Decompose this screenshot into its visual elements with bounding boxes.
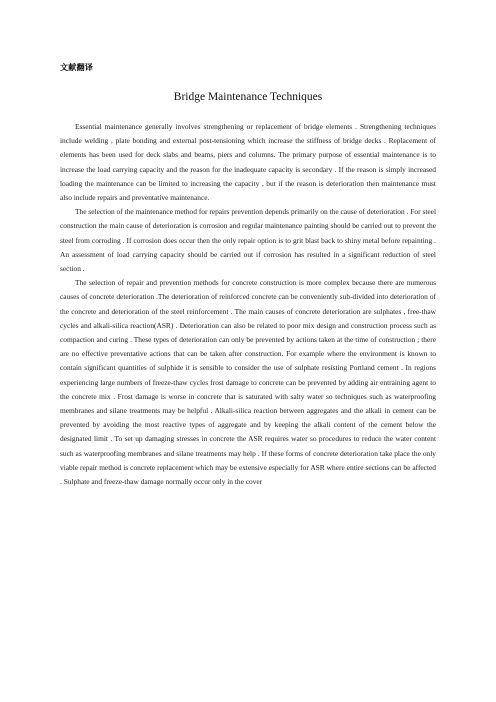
paragraph: The selection of repair and prevention methods for concrete construction is more complex because there are numerous causes of concrete deterioration .The deterioration of reinforced concrete can be conveniently sub-divided into deterioration of the concrete and deterioration of the steel reinforcement . The main causes of concrete deterioration are sulphates , free-thaw cycles and alkali-silica reaction(ASR) . Deterioration can also be related to poor mix design and construction process such as compaction and curing . These types of deterioration can only be prevented by actions taken at the time of construction ; there are no effective preventative actions that can be taken after construction. For example where the environment is known to contain significant quantities of sulphide it is sensible to consider the use of sulphate resisting Portland cement . In regions experiencing large numbers of freeze-thaw cycles frost damage to concrete can be prevented by adding air entraining agent to the concrete mix . Frost damage is worse in concrete that is saturated with salty water so techniques such as waterproofing membranes and silane treatments may be helpful . Alkali-silica reaction between aggregates and the alkali in cement can be prevented by avoiding the most reactive types of aggregate and by keeping the alkali content of the cement below the designated limit . To set up damaging stresses in concrete the ASR requires water so procedures to reduce the water content such as waterproofing membranes and silane treatments may help . If these forms of concrete deterioration take place the only viable repair method is concrete replacement which may be extensive especially for ASR where entire sections can be affected . Sulphate and freeze-thaw damage normally occur only in the cover (60, 278, 436, 487)
paragraph: Essential maintenance generally involves strengthening or replacement of bridge elements . Strengthening techniques include welding , plate bonding and external post-tensioning which increase the stiffness of bridge decks . Replacement of elements has been used for deck slabs and beams, piers and columns. The primary purpose of essential maintenance is to increase the load carrying capacity and the reason for the inadequate capacity is secondary . If the reason is simply increased loading the maintenance can be limited to increasing the capacity , but if the reason is deterioration then maintenance must also include repairs and preventative maintenance. (60, 122, 436, 203)
document-header-label: 文献翻译 (60, 63, 94, 72)
paragraph: The selection of the maintenance method for repairs prevention depends primarily on the cause of deterioration . For steel construction the main cause of deterioration is corrosion and regular maintenance painting should be carried out to prevent the steel from corroding . If corrosion does occur then the only repair option is to grit blast back to shiny metal before repainting . An assessment of load carrying capacity should be carried out if corrosion has resulted in a significant reduction of steel section . (60, 207, 436, 274)
document-body (60, 120, 436, 489)
document-title: Bridge Maintenance Techniques (173, 91, 323, 103)
